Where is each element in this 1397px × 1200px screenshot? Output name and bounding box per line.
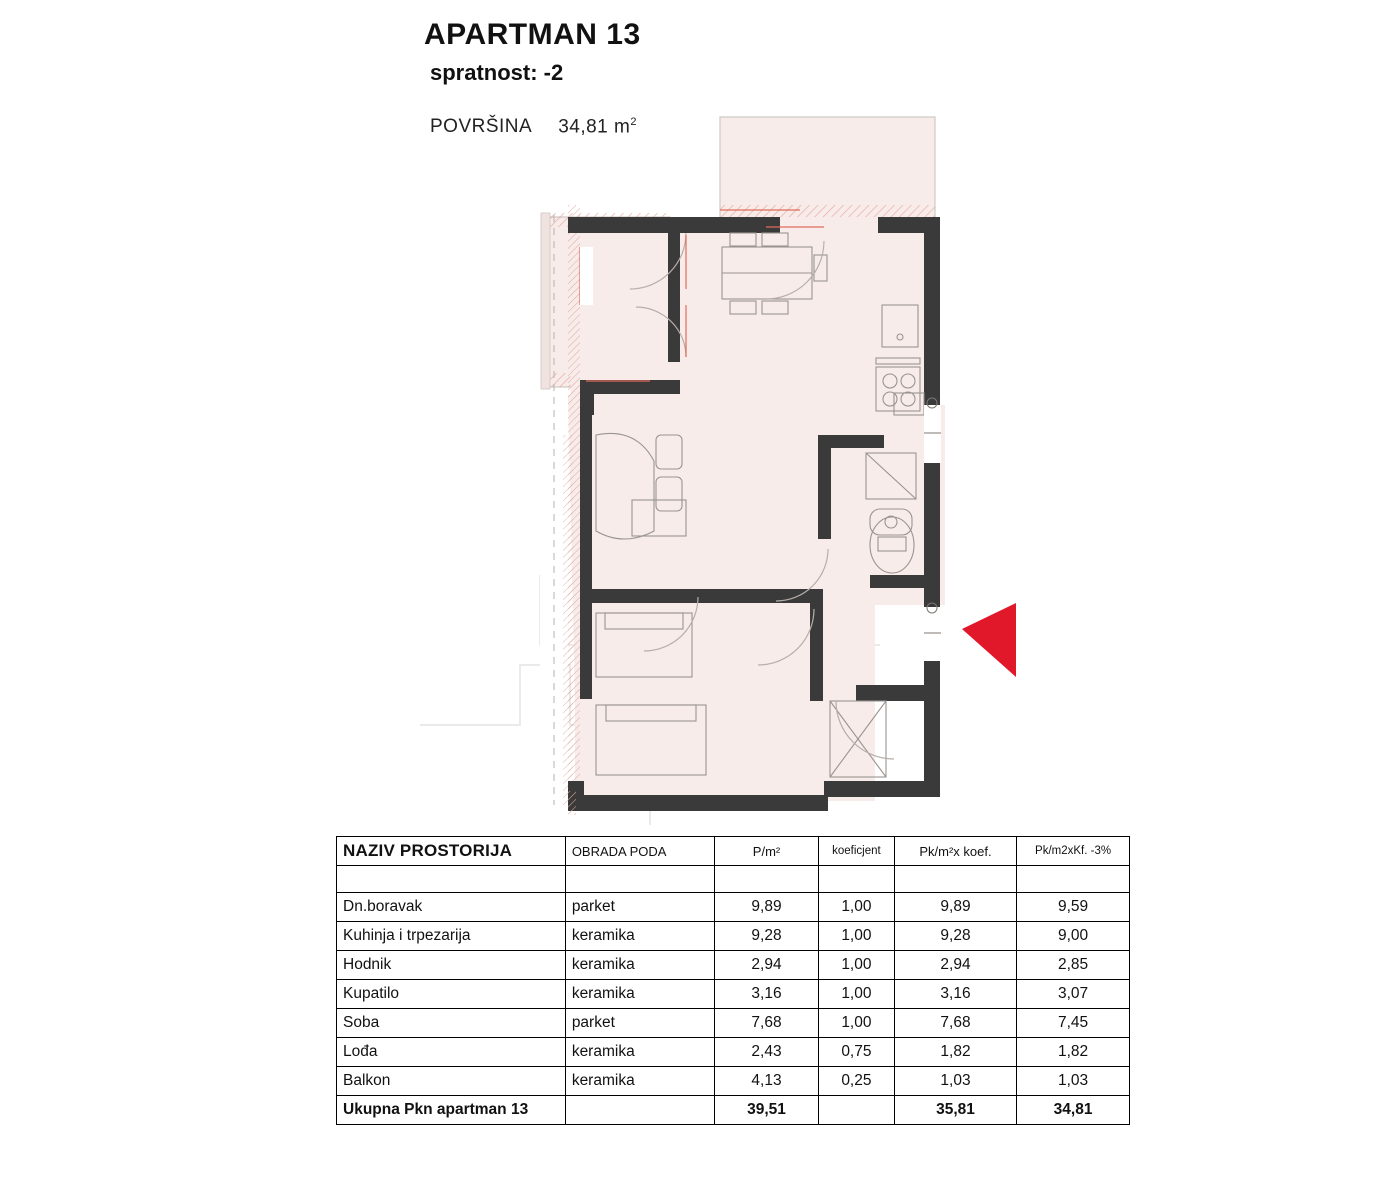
room-area: 3,16 [715, 980, 819, 1009]
room-pk: 1,82 [894, 1038, 1016, 1067]
room-floor: keramika [565, 980, 714, 1009]
room-area: 4,13 [715, 1067, 819, 1096]
room-coefficient: 1,00 [818, 893, 894, 922]
room-pk: 9,28 [894, 922, 1016, 951]
header-floor: OBRADA PODA [565, 837, 714, 866]
table-total-row [337, 1096, 1130, 1125]
floor-plan-drawing [400, 105, 1040, 825]
room-floor: keramika [565, 1067, 714, 1096]
table-row [337, 1038, 1130, 1067]
header-koef: koeficjent [818, 837, 894, 866]
room-coefficient: 1,00 [818, 1009, 894, 1038]
spacer-cell-4 [818, 866, 894, 893]
room-floor: keramika [565, 922, 714, 951]
room-pk: 1,03 [894, 1067, 1016, 1096]
room-pk: 3,16 [894, 980, 1016, 1009]
total-pkf: 34,81 [1017, 1096, 1130, 1125]
area-unit-exponent: 2 [630, 116, 637, 128]
header-name: NAZIV PROSTORIJA [337, 837, 566, 866]
room-pkf: 1,03 [1017, 1067, 1130, 1096]
header-pk: Pk/m²x koef. [894, 837, 1016, 866]
room-pkf: 9,59 [1017, 893, 1130, 922]
floor-plan [400, 105, 1040, 825]
spacer-cell-6 [1017, 866, 1130, 893]
table-row [337, 980, 1130, 1009]
room-pkf: 7,45 [1017, 1009, 1130, 1038]
room-coefficient: 0,75 [818, 1038, 894, 1067]
total-floor [565, 1096, 714, 1125]
room-area: 2,43 [715, 1038, 819, 1067]
bottom-wall [568, 795, 828, 811]
room-name: Soba [337, 1009, 566, 1038]
table-spacer-row [337, 866, 1130, 893]
room-name: Balkon [337, 1067, 566, 1096]
room-floor: keramika [565, 1038, 714, 1067]
total-coefficient [818, 1096, 894, 1125]
room-pkf: 1,82 [1017, 1038, 1130, 1067]
table-row [337, 1067, 1130, 1096]
page-title: APARTMAN 13 [424, 18, 641, 51]
room-coefficient: 1,00 [818, 951, 894, 980]
total-label: Ukupna Pkn apartman 13 [337, 1096, 566, 1125]
room-name: Lođa [337, 1038, 566, 1067]
spacer-cell-3 [715, 866, 819, 893]
room-name: Dn.boravak [337, 893, 566, 922]
room-pk: 9,89 [894, 893, 1016, 922]
room-floor: parket [565, 893, 714, 922]
room-schedule-table [336, 836, 1130, 1125]
room-area: 9,89 [715, 893, 819, 922]
room-name: Hodnik [337, 951, 566, 980]
table-row [337, 893, 1130, 922]
room-area: 7,68 [715, 1009, 819, 1038]
spacer-cell-2 [565, 866, 714, 893]
header-pkf: Pk/m2xKf. -3% [1017, 837, 1130, 866]
room-pk: 7,68 [894, 1009, 1016, 1038]
room-floor: keramika [565, 951, 714, 980]
room-area: 9,28 [715, 922, 819, 951]
room-name: Kuhinja i trpezarija [337, 922, 566, 951]
floor-level-subtitle: spratnost: -2 [430, 60, 564, 85]
bottom-left-hatch [568, 791, 576, 815]
room-coefficient: 0,25 [818, 1067, 894, 1096]
room-coefficient: 1,00 [818, 980, 894, 1009]
room-pkf: 9,00 [1017, 922, 1130, 951]
room-coefficient: 1,00 [818, 922, 894, 951]
room-name: Kupatilo [337, 980, 566, 1009]
spacer-cell-1 [337, 866, 566, 893]
table-header-row [337, 837, 1130, 866]
table-row [337, 922, 1130, 951]
total-area: 39,51 [715, 1096, 819, 1125]
area-label: POVRŠINA [430, 116, 533, 138]
table-row [337, 1009, 1130, 1038]
room-pk: 2,94 [894, 951, 1016, 980]
total-pk: 35,81 [894, 1096, 1016, 1125]
spacer-cell-5 [894, 866, 1016, 893]
area-value: 34,81 m [558, 116, 631, 138]
room-pkf: 2,85 [1017, 951, 1130, 980]
table-row [337, 951, 1130, 980]
header-p: P/m² [715, 837, 819, 866]
room-pkf: 3,07 [1017, 980, 1130, 1009]
red-arrow-entrance-marker [962, 603, 1016, 677]
room-area: 2,94 [715, 951, 819, 980]
room-floor: parket [565, 1009, 714, 1038]
balcony-area [720, 117, 935, 223]
